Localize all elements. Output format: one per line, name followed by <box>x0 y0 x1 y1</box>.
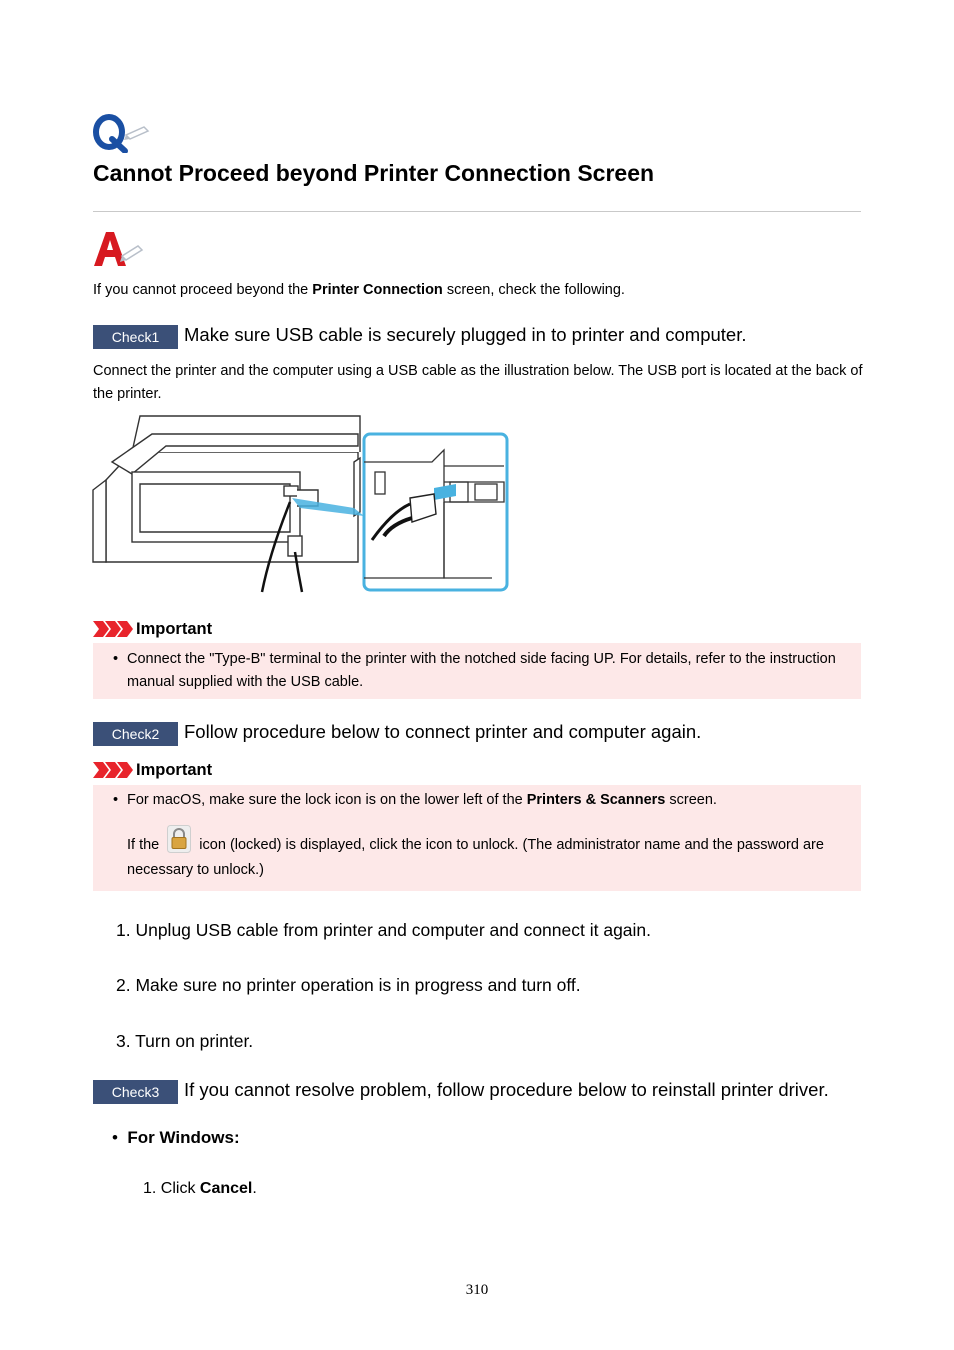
step-1: 1. Unplug USB cable from printer and computer and connect it again. <box>116 920 652 940</box>
usb-connection-illustration <box>92 412 510 594</box>
check1-badge: Check1 <box>93 325 178 349</box>
check2-heading: Follow procedure below to connect printer and computer again. <box>184 721 702 742</box>
lock-icon <box>167 825 191 853</box>
question-icon <box>92 113 152 153</box>
important1-label: Important <box>136 619 213 638</box>
check3-badge: Check3 <box>93 1080 178 1104</box>
windows-step-1: 1. Click Cancel. <box>143 1180 257 1197</box>
important2-box <box>93 785 861 891</box>
page-title: Cannot Proceed beyond Printer Connection Screen <box>93 160 655 186</box>
important-arrows-icon <box>93 762 133 778</box>
windows-heading: • For Windows: <box>112 1128 240 1147</box>
important2-label: Important <box>136 760 213 779</box>
step-3: 3. Turn on printer. <box>116 1031 254 1051</box>
page-number: 310 <box>465 1282 489 1298</box>
intro-text: If you cannot proceed beyond the Printer Connection screen, check the following. <box>93 282 625 298</box>
important-arrows-icon <box>93 621 133 637</box>
check2-badge: Check2 <box>93 722 178 746</box>
important1-box <box>93 643 861 699</box>
answer-icon <box>92 230 144 268</box>
important2-bullet: • For macOS, make sure the lock icon is on the lower left of the Printers & Scanners screen. <box>113 792 717 808</box>
check3-heading: If you cannot resolve problem, follow procedure below to reinstall printer driver. <box>184 1079 829 1100</box>
check1-heading: Make sure USB cable is securely plugged in to printer and computer. <box>184 324 747 345</box>
title-divider <box>93 211 861 212</box>
important2-lock-note: If the icon (locked) is displayed, click the icon to unlock. (The administrator name and the password are necessary to unlock.) <box>127 831 847 882</box>
important2-heading <box>93 759 212 781</box>
step-2: 2. Make sure no printer operation is in progress and turn off. <box>116 975 581 995</box>
check1-paragraph: Connect the printer and the computer using a USB cable as the illustration below. The USB port is located at the back of the printer. <box>93 363 863 402</box>
important1-heading <box>93 618 212 640</box>
important1-bullet: • Connect the "Type-B" terminal to the printer with the notched side facing UP. For details, refer to the instruction manual supplied with the USB cable. <box>113 651 836 690</box>
